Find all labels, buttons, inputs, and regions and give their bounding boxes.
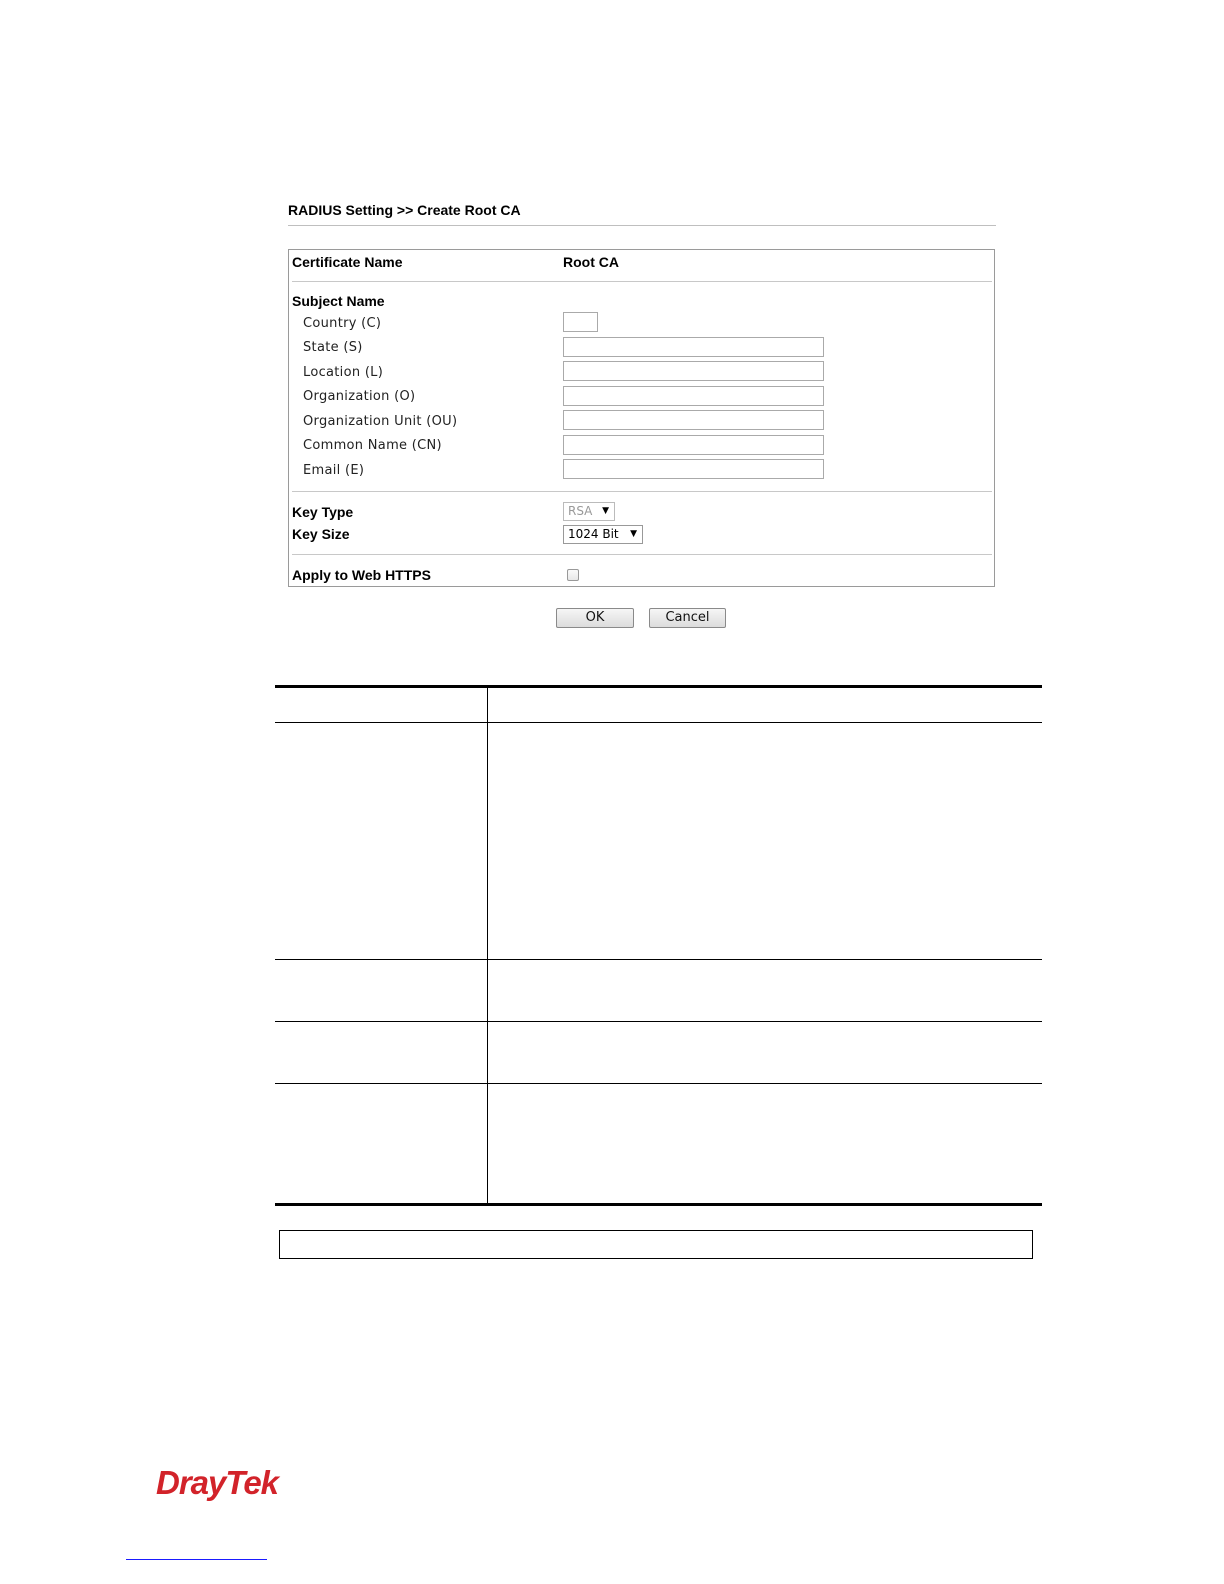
create-root-ca-panel [288,249,995,587]
dropdown-arrow-icon: ▼ [602,506,609,516]
email-label: Email (E) [303,463,365,478]
table-column-divider [487,685,488,1205]
dropdown-arrow-icon: ▼ [630,529,637,539]
country-label: Country (C) [303,316,382,331]
certificate-name-value: Root CA [563,254,619,270]
location-label: Location (L) [303,365,384,380]
ok-button[interactable]: OK [556,608,634,628]
table-row-divider [275,1083,1042,1084]
location-input[interactable] [563,361,824,381]
key-type-value: RSA [568,504,593,518]
cancel-button[interactable]: Cancel [649,608,726,628]
key-size-select[interactable] [563,525,643,544]
state-input[interactable] [563,337,824,357]
breadcrumb-divider [288,225,996,226]
country-input[interactable] [563,312,598,332]
apply-https-checkbox[interactable] [567,569,579,581]
table-top-rule [275,685,1042,688]
section-divider [292,281,992,282]
draytek-logo: DrayTek [156,1464,279,1501]
section-divider [292,554,992,555]
organization-unit-input[interactable] [563,410,824,430]
apply-https-label: Apply to Web HTTPS [292,567,431,583]
email-input[interactable] [563,459,824,479]
key-type-select[interactable] [563,502,615,521]
certificate-name-label: Certificate Name [292,254,403,270]
common-name-input[interactable] [563,435,824,455]
table-row-divider [275,959,1042,960]
key-size-value: 1024 Bit [568,527,619,541]
subject-name-label: Subject Name [292,293,385,309]
common-name-label: Common Name (CN) [303,438,442,453]
table-bottom-rule [275,1203,1042,1206]
organization-unit-label: Organization Unit (OU) [303,414,458,429]
table-row-divider [275,722,1042,723]
state-label: State (S) [303,340,363,355]
key-size-label: Key Size [292,526,350,542]
section-divider [292,491,992,492]
organization-label: Organization (O) [303,389,416,404]
footer-link-underline[interactable] [126,1559,267,1560]
key-type-label: Key Type [292,504,354,520]
breadcrumb: RADIUS Setting >> Create Root CA [288,202,521,218]
table-row-divider [275,1021,1042,1022]
organization-input[interactable] [563,386,824,406]
note-box [279,1230,1033,1259]
